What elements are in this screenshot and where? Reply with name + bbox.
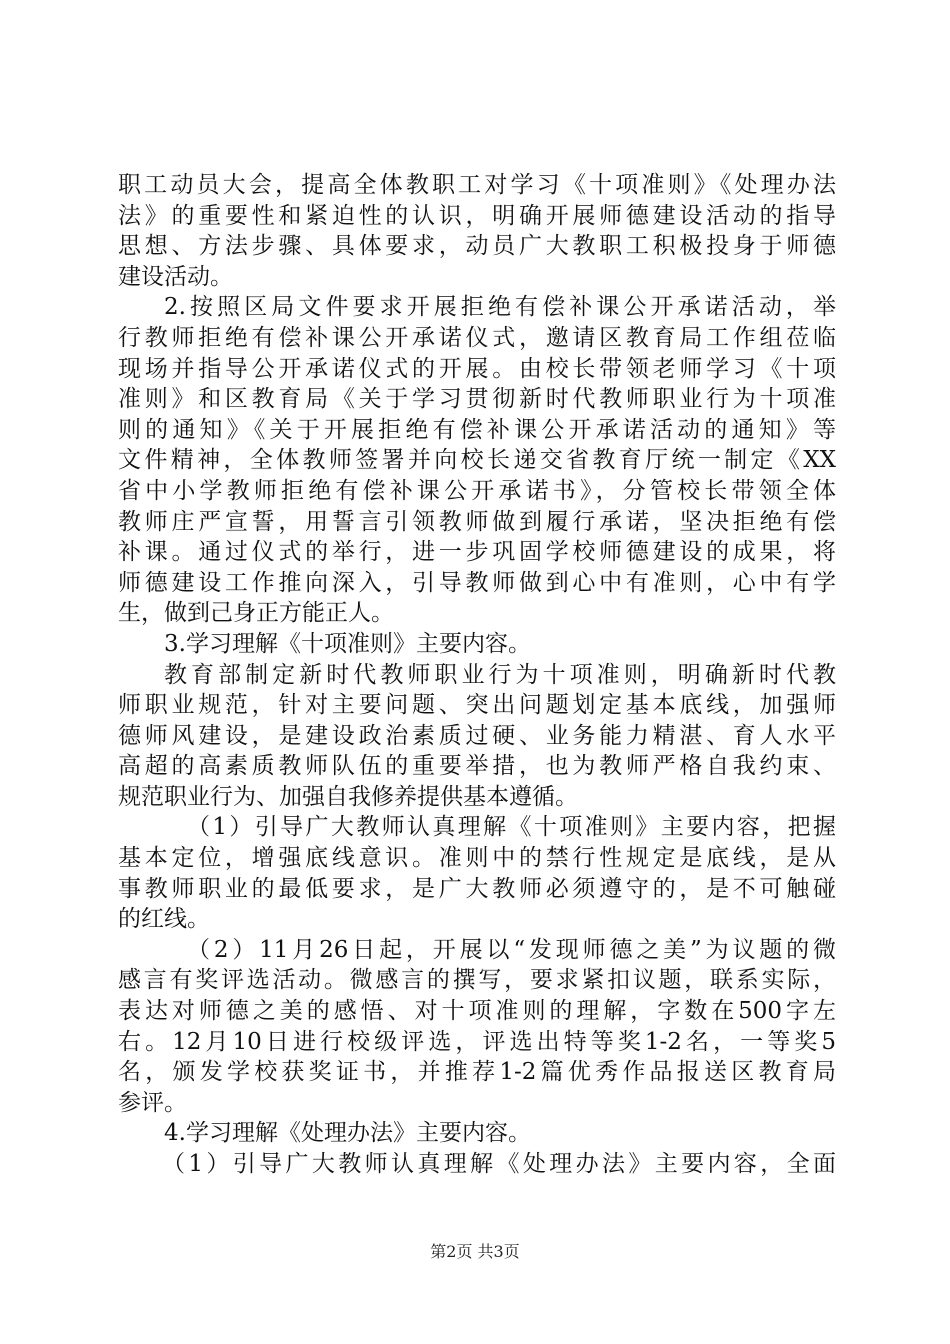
text-line: 补课。通过仪式的举行，进一步巩固学校师德建设的成果，将 xyxy=(118,539,836,566)
text-line: 感言有奖评选活动。微感言的撰写，要求紧扣议题，联系实际， xyxy=(118,967,836,994)
text-line: （2）11月26日起，开展以“发现师德之美”为议题的微 xyxy=(187,936,836,963)
text-line: 表达对师德之美的感悟、对十项准则的理解，字数在500字左 xyxy=(118,998,836,1025)
text-line: （1）引导广大教师认真理解《处理办法》主要内容，全面 xyxy=(162,1151,836,1177)
text-line: 教育部制定新时代教师职业行为十项准则，明确新时代教 xyxy=(164,661,836,688)
text-line: 文件精神，全体教师签署并向校长递交省教育厅统一制定《XX xyxy=(118,447,836,474)
text-line: 事教师职业的最低要求，是广大教师必须遵守的，是不可触碰 xyxy=(118,875,836,902)
text-line: 行教师拒绝有偿补课公开承诺仪式，邀请区教育局工作组莅临 xyxy=(118,324,836,351)
text-line: 2.按照区局文件要求开展拒绝有偿补课公开承诺活动，举 xyxy=(164,294,836,321)
text-line: 教师庄严宣誓，用誓言引领教师做到履行承诺，坚决拒绝有偿 xyxy=(118,508,836,535)
text-line: 4.学习理解《处理办法》主要内容。 xyxy=(164,1120,531,1147)
text-line: 基本定位，增强底线意识。准则中的禁行性规定是底线，是从 xyxy=(118,845,836,872)
page-footer: 第2页 共3页 xyxy=(430,1242,520,1261)
text-line: 生，做到己身正方能正人。 xyxy=(118,600,394,627)
text-line: 则的通知》《关于开展拒绝有偿补课公开承诺活动的通知》等 xyxy=(118,416,836,443)
text-line: 准则》和区教育局《关于学习贯彻新时代教师职业行为十项准 xyxy=(118,386,836,413)
text-line: 名，颁发学校获奖证书，并推荐1-2篇优秀作品报送区教育局 xyxy=(118,1059,836,1086)
text-line: 3.学习理解《十项准则》主要内容。 xyxy=(164,630,531,657)
text-line: （1）引导广大教师认真理解《十项准则》主要内容，把握 xyxy=(187,814,836,841)
text-line: 现场并指导公开承诺仪式的开展。由校长带领老师学习《十项 xyxy=(118,355,836,382)
document-body xyxy=(118,170,836,1180)
text-line: 师德建设工作推向深入，引导教师做到心中有准则，心中有学 xyxy=(118,569,836,596)
text-line: 规范职业行为、加强自我修养提供基本遵循。 xyxy=(118,783,578,810)
text-line: 德师风建设，是建设政治素质过硬、业务能力精湛、育人水平 xyxy=(118,722,836,749)
text-line: 参评。 xyxy=(118,1089,187,1116)
text-line: 师职业规范，针对主要问题、突出问题划定基本底线，加强师 xyxy=(118,692,836,719)
text-line: 省中小学教师拒绝有偿补课公开承诺书》，分管校长带领全体 xyxy=(118,477,836,504)
text-line: 右。12月10日进行校级评选，评选出特等奖1-2名，一等奖5 xyxy=(118,1028,836,1055)
text-line: 思想、方法步骤、具体要求，动员广大教职工积极投身于师德 xyxy=(118,233,836,260)
text-line: 建设活动。 xyxy=(118,263,233,290)
text-line: 的红线。 xyxy=(118,906,210,933)
text-line: 法》的重要性和紧迫性的认识，明确开展师德建设活动的指导 xyxy=(118,202,836,229)
text-line: 高超的高素质教师队伍的重要举措，也为教师严格自我约束、 xyxy=(118,753,836,780)
text-line: 职工动员大会，提高全体教职工对学习《十项准则》《处理办法 xyxy=(118,172,836,198)
